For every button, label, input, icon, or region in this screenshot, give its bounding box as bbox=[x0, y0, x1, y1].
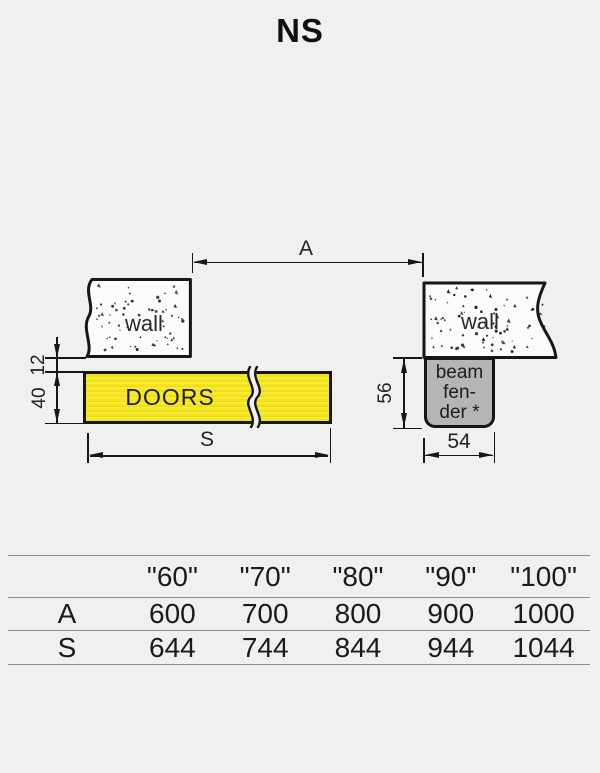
table-row bbox=[8, 630, 590, 664]
dim-40-arrow-up bbox=[54, 372, 60, 386]
row-label: S bbox=[57, 631, 77, 663]
row-label: A bbox=[57, 598, 77, 629]
dim-56-ext-top bbox=[393, 357, 422, 359]
dim-label-s: S bbox=[199, 428, 214, 451]
table-cell: 1044 bbox=[512, 631, 575, 663]
dim-label-54: 54 bbox=[447, 430, 471, 453]
beam-fender bbox=[424, 357, 495, 428]
table-row bbox=[8, 597, 590, 630]
dim-label-a: A bbox=[298, 237, 313, 260]
dim-a-tick-right bbox=[422, 253, 424, 277]
beam-fender-label-line3: der * bbox=[439, 401, 480, 423]
dim-label-40: 40 bbox=[29, 387, 50, 409]
dim-s-arrow-left bbox=[89, 452, 103, 458]
beam-fender-label-line2: fen- bbox=[443, 381, 476, 403]
dim-a-line bbox=[194, 262, 422, 264]
dim-label-56: 56 bbox=[375, 382, 396, 404]
doors-bar bbox=[83, 371, 332, 424]
wall-left-label: wall bbox=[125, 311, 163, 336]
dim-40-ext-bottom bbox=[45, 423, 83, 425]
table-cell: 1000 bbox=[512, 598, 575, 629]
column-header: "60" bbox=[146, 560, 198, 592]
doors-label: DOORS bbox=[125, 384, 215, 410]
dim-12-ext-top bbox=[45, 357, 86, 359]
beam-fender-label-line1: beam bbox=[435, 361, 484, 383]
wall-left bbox=[80, 276, 196, 362]
dim-54-tick-right bbox=[494, 432, 496, 463]
dim-label-12: 12 bbox=[28, 354, 49, 376]
dim-56-arrow-down bbox=[401, 413, 407, 427]
door-break-line bbox=[242, 366, 266, 428]
table-cell: 744 bbox=[241, 631, 289, 663]
dim-s-line bbox=[90, 455, 328, 457]
table-cell: 700 bbox=[241, 598, 289, 629]
table-cell: 644 bbox=[149, 631, 196, 663]
dim-12-ext-bottom bbox=[45, 371, 83, 373]
dim-56-arrow-up bbox=[401, 359, 407, 373]
size-table bbox=[8, 555, 590, 665]
column-header: "70" bbox=[239, 560, 291, 592]
dim-54-tick-left bbox=[423, 438, 425, 463]
wall-right-label: wall bbox=[461, 309, 499, 334]
table-cell: 600 bbox=[149, 598, 196, 629]
wall-right bbox=[420, 279, 562, 362]
dim-54-arrow-right bbox=[479, 452, 493, 458]
dim-12-arrow-down bbox=[54, 344, 60, 358]
dim-54-arrow-left bbox=[425, 452, 439, 458]
column-header: "80" bbox=[332, 560, 384, 592]
dim-a-arrow-right bbox=[408, 259, 422, 265]
dim-s-tick-right bbox=[330, 428, 332, 463]
dim-a-arrow-left bbox=[193, 259, 207, 265]
table-header-row bbox=[8, 555, 590, 597]
column-header: "100" bbox=[510, 560, 577, 592]
table-cell: 844 bbox=[334, 631, 382, 663]
page-title: NS bbox=[276, 12, 324, 49]
dim-40-arrow-down bbox=[54, 409, 60, 423]
table-cell: 944 bbox=[427, 631, 475, 663]
column-header: "90" bbox=[425, 560, 477, 592]
table-cell: 800 bbox=[334, 598, 382, 629]
dim-56-ext-bottom bbox=[393, 428, 422, 430]
dim-s-arrow-right bbox=[315, 452, 329, 458]
table-cell: 900 bbox=[427, 598, 475, 629]
dim-s-tick-left bbox=[87, 433, 89, 463]
